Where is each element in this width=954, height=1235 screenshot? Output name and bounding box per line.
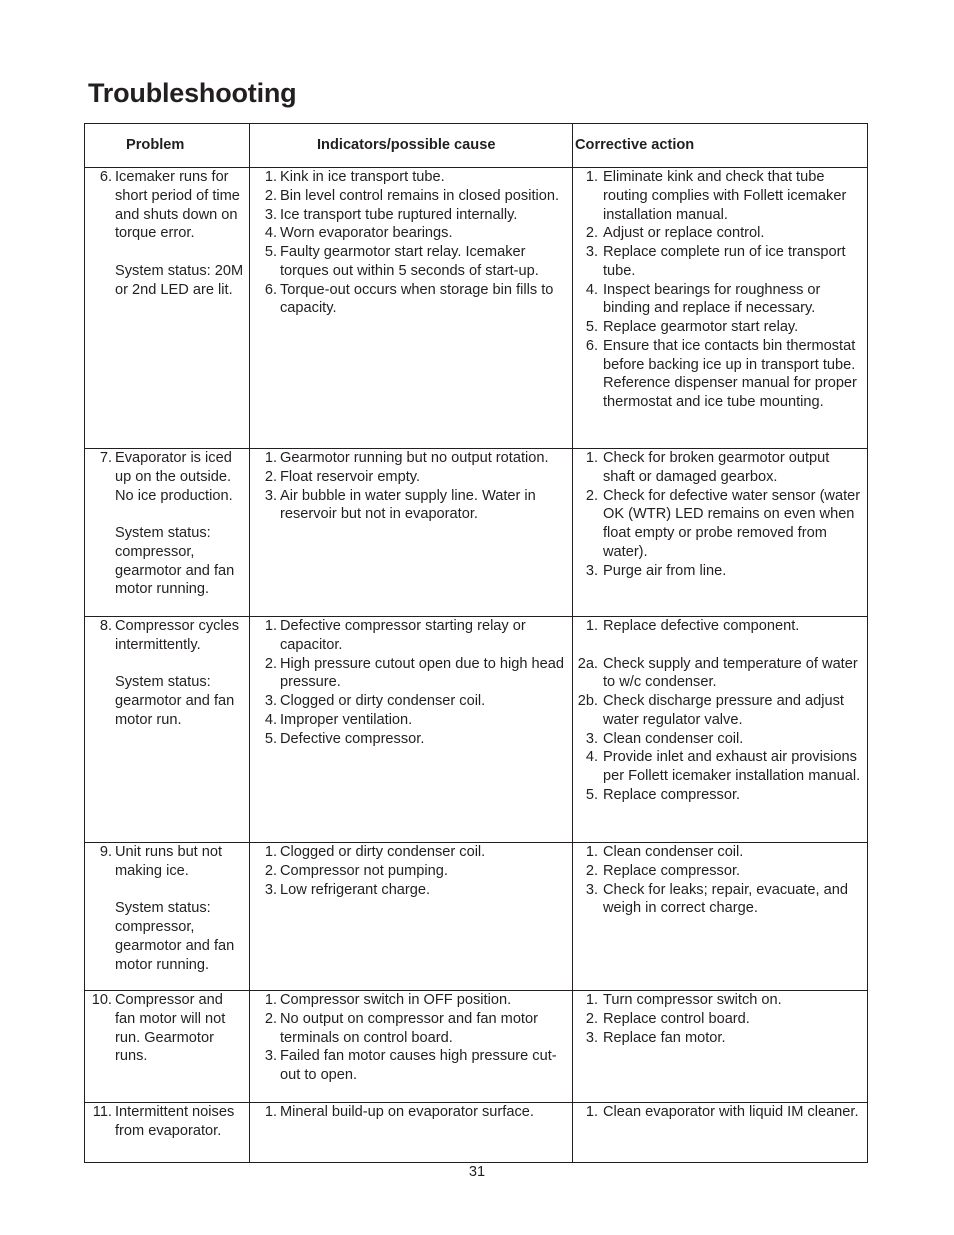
cause-text: Clogged or dirty condenser coil. [280, 693, 486, 709]
cause-number: 2. [264, 468, 277, 485]
problem-text: Compressor cycles intermittently. [115, 618, 240, 653]
action-number: 3. [585, 730, 598, 747]
action-text: Check discharge pressure and adjust water regulator valve. [603, 693, 844, 728]
corrective-cell [573, 617, 868, 843]
header-indicators: Indicators/possible cause [250, 124, 573, 168]
cause-number: 3. [264, 206, 277, 223]
problem-number: 8. [99, 618, 112, 634]
action-text: Replace defective component. [603, 618, 800, 634]
action-number: 3. [585, 881, 598, 898]
cause-number: 2. [264, 862, 277, 879]
action-text: Replace gearmotor start relay. [603, 319, 799, 335]
action-item [573, 168, 867, 224]
action-number: 1. [585, 844, 598, 860]
cause-item [250, 1010, 572, 1048]
cause-text: Compressor switch in OFF position. [280, 992, 512, 1008]
action-item [573, 224, 867, 243]
action-item [573, 449, 867, 487]
action-number: 2a. [577, 655, 598, 672]
problem-cell [85, 617, 250, 843]
cause-number: 1. [264, 618, 277, 634]
action-item [573, 881, 867, 919]
action-text: Eliminate kink and check that tube routing complies with Follett icemaker installation manual. [603, 169, 847, 223]
action-item [573, 862, 867, 881]
corrective-cell [573, 843, 868, 991]
cause-number: 6. [264, 281, 277, 298]
table-row [85, 843, 868, 991]
page-number: 31 [468, 1164, 486, 1180]
indicators-cell [250, 449, 573, 617]
cause-item [250, 187, 572, 206]
cause-number: 1. [264, 844, 277, 860]
cause-item [250, 881, 572, 900]
cause-number: 2. [264, 655, 277, 672]
action-number: 5. [585, 786, 598, 803]
header-corrective: Corrective action [573, 124, 868, 168]
action-text: Replace compressor. [603, 786, 741, 803]
problem-text: Compressor and fan motor will not run. Gearmotor runs. [115, 992, 226, 1065]
action-item [573, 562, 867, 581]
cause-text: High pressure cutout open due to high head pressure. [280, 655, 564, 691]
action-number: 2b. [577, 693, 598, 709]
cause-number: 3. [264, 693, 277, 709]
cause-text: Clogged or dirty condenser coil. [280, 844, 486, 860]
action-item [573, 655, 867, 693]
problem-number: 9. [99, 844, 112, 860]
action-item [573, 281, 867, 319]
action-number: 6. [585, 337, 598, 354]
action-text: Replace control board. [603, 1010, 750, 1027]
action-item [573, 337, 867, 412]
action-number: 2. [585, 225, 598, 242]
action-item [573, 991, 867, 1010]
action-item [573, 1103, 867, 1122]
table-row [85, 991, 868, 1103]
action-text: Check supply and temperature of water to w/c condenser. [603, 655, 858, 691]
cause-number: 5. [264, 730, 277, 747]
action-number: 5. [585, 319, 598, 335]
action-item [573, 487, 867, 562]
system-status: System status: compressor, gearmotor and fan motor running. [115, 525, 235, 598]
action-item [573, 692, 867, 730]
cause-item [250, 617, 572, 655]
cause-item [250, 655, 572, 693]
action-item [573, 843, 867, 862]
action-number: 1. [585, 1104, 598, 1120]
cause-text: Compressor not pumping. [280, 862, 448, 879]
action-text: Replace complete run of ice transport tube. [603, 244, 846, 279]
cause-text: Gearmotor running but no output rotation. [280, 450, 549, 466]
cause-text: Air bubble in water supply line. Water in reservoir but not in evaporator. [280, 487, 536, 523]
cause-item [250, 168, 572, 187]
problem-text: Evaporator is iced up on the outside. No ice production. [115, 450, 233, 504]
cause-text: No output on compressor and fan motor terminals on control board. [280, 1010, 538, 1046]
system-status: System status: compressor, gearmotor and fan motor running. [115, 900, 235, 973]
header-problem: Problem [85, 124, 250, 168]
system-status: System status: 20M or 2nd LED are lit. [115, 262, 244, 298]
action-text: Clean condenser coil. [603, 730, 744, 747]
action-text: Provide inlet and exhaust air provisions per Follett icemaker installation manual. [603, 749, 861, 784]
cause-item [250, 224, 572, 243]
problem-number: 7. [99, 450, 112, 466]
cause-item [250, 206, 572, 225]
cause-text: Mineral build-up on evaporator surface. [280, 1104, 534, 1120]
action-number: 2. [585, 862, 598, 879]
troubleshooting-table [84, 123, 868, 1163]
action-text: Replace compressor. [603, 862, 741, 879]
action-item [573, 1029, 867, 1048]
cause-item [250, 692, 572, 711]
action-text: Inspect bearings for roughness or binding and replace if necessary. [603, 281, 821, 317]
action-text: Clean condenser coil. [603, 844, 744, 860]
problem-cell [85, 168, 250, 449]
cause-item [250, 991, 572, 1010]
indicators-cell [250, 991, 573, 1103]
cause-text: Float reservoir empty. [280, 468, 421, 485]
cause-item [250, 243, 572, 281]
table-header-row [85, 124, 868, 168]
cause-number: 2. [264, 1010, 277, 1027]
problem-text: Unit runs but not making ice. [115, 844, 223, 879]
action-number: 4. [585, 749, 598, 766]
system-status: System status: gearmotor and fan motor run. [115, 674, 235, 728]
problem-text: Intermittent noises from evaporator. [115, 1104, 235, 1139]
corrective-cell [573, 991, 868, 1103]
cause-text: Failed fan motor causes high pressure cut-out to open. [280, 1048, 557, 1083]
cause-text: Faulty gearmotor start relay. Icemaker torques out within 5 seconds of start-up. [280, 244, 539, 279]
cause-item [250, 487, 572, 525]
cause-item [250, 1047, 572, 1085]
action-text: Check for defective water sensor (water OK (WTR) LED remains on even when float empty or probe removed from water). [603, 487, 861, 560]
cause-text: Ice transport tube ruptured internally. [280, 206, 518, 223]
problem-number: 10. [91, 992, 112, 1008]
action-number: 4. [585, 281, 598, 298]
indicators-cell [250, 617, 573, 843]
page-title: Troubleshooting [88, 78, 297, 108]
action-text: Ensure that ice contacts bin thermostat before backing ice up in transport tube. Reference dispenser manual for proper thermostat and ice tube mounting. [603, 337, 857, 410]
problem-number: 11. [92, 1104, 112, 1120]
indicators-cell [250, 1103, 573, 1163]
table-row [85, 168, 868, 449]
cause-item [250, 449, 572, 468]
action-item [573, 617, 867, 636]
action-number: 3. [585, 562, 598, 579]
corrective-cell [573, 449, 868, 617]
action-number: 1. [585, 169, 598, 185]
action-item [573, 1010, 867, 1029]
corrective-cell [573, 1103, 868, 1163]
cause-text: Torque-out occurs when storage bin fills to capacity. [280, 281, 554, 317]
action-number: 2. [585, 487, 598, 504]
indicators-cell [250, 168, 573, 449]
problem-cell [85, 449, 250, 617]
problem-cell [85, 843, 250, 991]
problem-cell [85, 991, 250, 1103]
cause-number: 3. [264, 881, 277, 898]
cause-item [250, 711, 572, 730]
cause-number: 1. [264, 1104, 277, 1120]
cause-text: Kink in ice transport tube. [280, 169, 445, 185]
corrective-cell [573, 168, 868, 449]
action-number: 1. [585, 450, 598, 466]
action-text: Replace fan motor. [603, 1029, 726, 1046]
action-item [573, 786, 867, 805]
cause-number: 1. [264, 169, 277, 185]
action-text: Turn compressor switch on. [603, 992, 782, 1008]
action-item [573, 730, 867, 749]
problem-cell [85, 1103, 250, 1163]
action-item [573, 748, 867, 786]
cause-item [250, 843, 572, 862]
cause-text: Worn evaporator bearings. [280, 225, 453, 242]
action-number: 1. [585, 992, 598, 1008]
cause-item [250, 281, 572, 319]
cause-text: Improper ventilation. [280, 711, 413, 728]
cause-number: 4. [264, 711, 277, 728]
cause-item [250, 862, 572, 881]
table-row [85, 617, 868, 843]
cause-text: Low refrigerant charge. [280, 881, 431, 898]
indicators-cell [250, 843, 573, 991]
cause-number: 3. [264, 487, 277, 504]
cause-item [250, 1103, 572, 1122]
problem-text: Icemaker runs for short period of time and shuts down on torque error. [115, 169, 240, 242]
cause-number: 5. [264, 244, 277, 260]
problem-number: 6. [99, 169, 112, 185]
cause-item [250, 468, 572, 487]
table-row [85, 1103, 868, 1163]
action-text: Purge air from line. [603, 562, 727, 579]
action-item [573, 243, 867, 281]
table-row [85, 449, 868, 617]
cause-item [250, 730, 572, 749]
cause-number: 4. [264, 225, 277, 242]
action-text: Adjust or replace control. [603, 225, 765, 242]
action-text: Clean evaporator with liquid IM cleaner. [603, 1104, 859, 1120]
action-text: Check for leaks; repair, evacuate, and weigh in correct charge. [603, 881, 848, 917]
cause-text: Bin level control remains in closed position. [280, 187, 560, 204]
cause-text: Defective compressor starting relay or capacitor. [280, 618, 526, 653]
cause-number: 3. [264, 1048, 277, 1065]
action-number: 2. [585, 1010, 598, 1027]
cause-number: 1. [264, 992, 277, 1008]
action-number: 3. [585, 244, 598, 260]
cause-number: 2. [264, 187, 277, 204]
action-number: 1. [585, 618, 598, 634]
action-number: 3. [585, 1029, 598, 1046]
action-text: Check for broken gearmotor output shaft or damaged gearbox. [603, 450, 830, 485]
cause-number: 1. [264, 450, 277, 466]
cause-text: Defective compressor. [280, 730, 425, 747]
action-item [573, 318, 867, 337]
